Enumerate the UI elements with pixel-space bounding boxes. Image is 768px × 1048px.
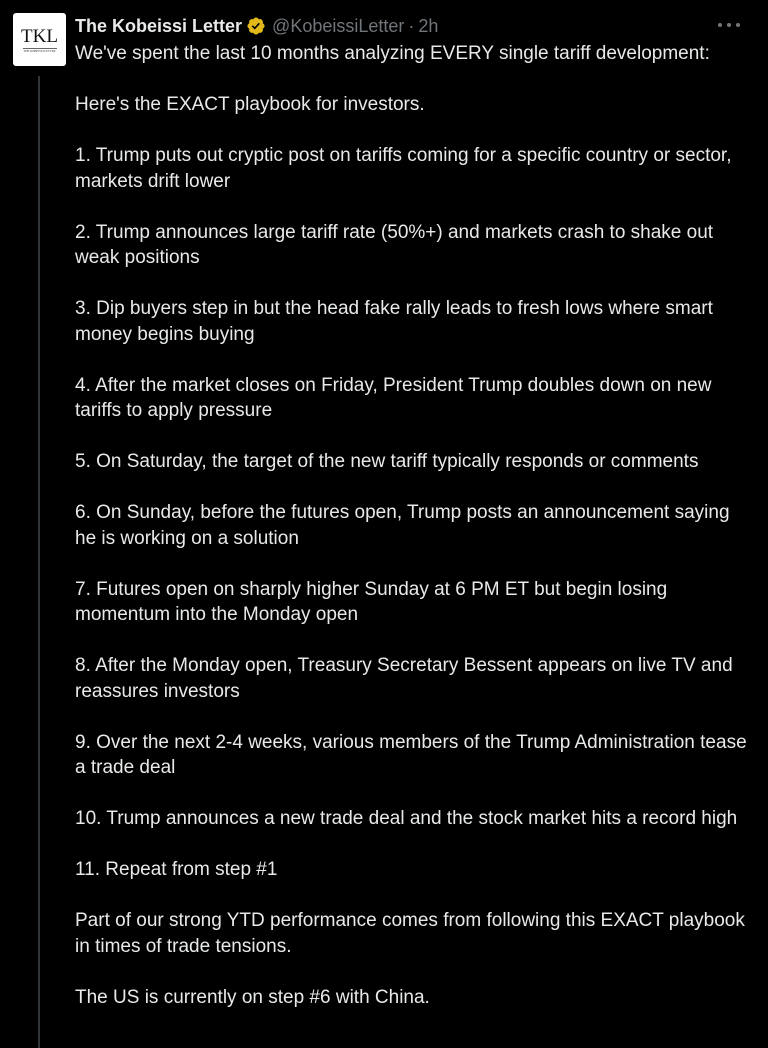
tweet-paragraph: 8. After the Monday open, Treasury Secretary Bessent appears on live TV and reassures investors bbox=[75, 655, 733, 702]
display-name[interactable]: The Kobeissi Letter bbox=[75, 15, 243, 36]
tweet-paragraph: Part of our strong YTD performance comes from following this EXACT playbook in times of trade tensions. bbox=[75, 910, 745, 957]
tweet-paragraph: 9. Over the next 2-4 weeks, various members of the Trump Administration tease a trade deal bbox=[75, 731, 747, 778]
handle[interactable]: @KobeissiLetter bbox=[272, 15, 405, 36]
tweet-paragraph: 4. After the market closes on Friday, President Trump doubles down on new tariffs to apply pressure bbox=[75, 374, 712, 421]
tweet-paragraph: 5. On Saturday, the target of the new tariff typically responds or comments bbox=[75, 451, 699, 472]
avatar-logo-text: TKL bbox=[21, 25, 58, 47]
tweet-paragraph: The US is currently on step #6 with China. bbox=[75, 986, 430, 1008]
more-dot bbox=[736, 23, 740, 27]
separator-dot: · bbox=[408, 15, 415, 36]
tweet-paragraph: 2. Trump announces large tariff rate (50%+) and markets crash to shake out weak positions bbox=[75, 221, 714, 268]
tweet-paragraph: Here's the EXACT playbook for investors. bbox=[75, 94, 425, 115]
avatar-logo-subtext: THE KOBEISSI LETTER bbox=[23, 48, 56, 53]
avatar[interactable] bbox=[13, 13, 66, 66]
timestamp[interactable]: 2h bbox=[418, 15, 439, 36]
tweet-paragraph: 7. Futures open on sharply higher Sunday at 6 PM ET but begin losing momentum into the Monday open bbox=[75, 578, 668, 625]
tweet-paragraph: 3. Dip buyers step in but the head fake rally leads to fresh lows where smart money begins buying bbox=[75, 298, 713, 345]
tweet-header bbox=[75, 14, 438, 38]
tweet-paragraph: 6. On Sunday, before the futures open, Trump posts an announcement saying he is working on a solution bbox=[75, 502, 730, 549]
thread-line bbox=[38, 76, 40, 1048]
more-dot bbox=[718, 23, 722, 27]
verified-badge-icon[interactable] bbox=[246, 16, 266, 36]
more-dot bbox=[727, 23, 731, 27]
tweet-paragraph: 1. Trump puts out cryptic post on tariffs coming for a specific country or sector, markets drift lower bbox=[75, 145, 732, 192]
tweet-paragraph: 11. Repeat from step #1 bbox=[75, 859, 278, 880]
tweet-paragraph: We've spent the last 10 months analyzing EVERY single tariff development: bbox=[75, 43, 710, 64]
more-options-icon[interactable] bbox=[718, 18, 740, 32]
tweet-paragraph: 10. Trump announces a new trade deal and the stock market hits a record high bbox=[75, 808, 738, 829]
tweet-text bbox=[75, 41, 747, 1010]
